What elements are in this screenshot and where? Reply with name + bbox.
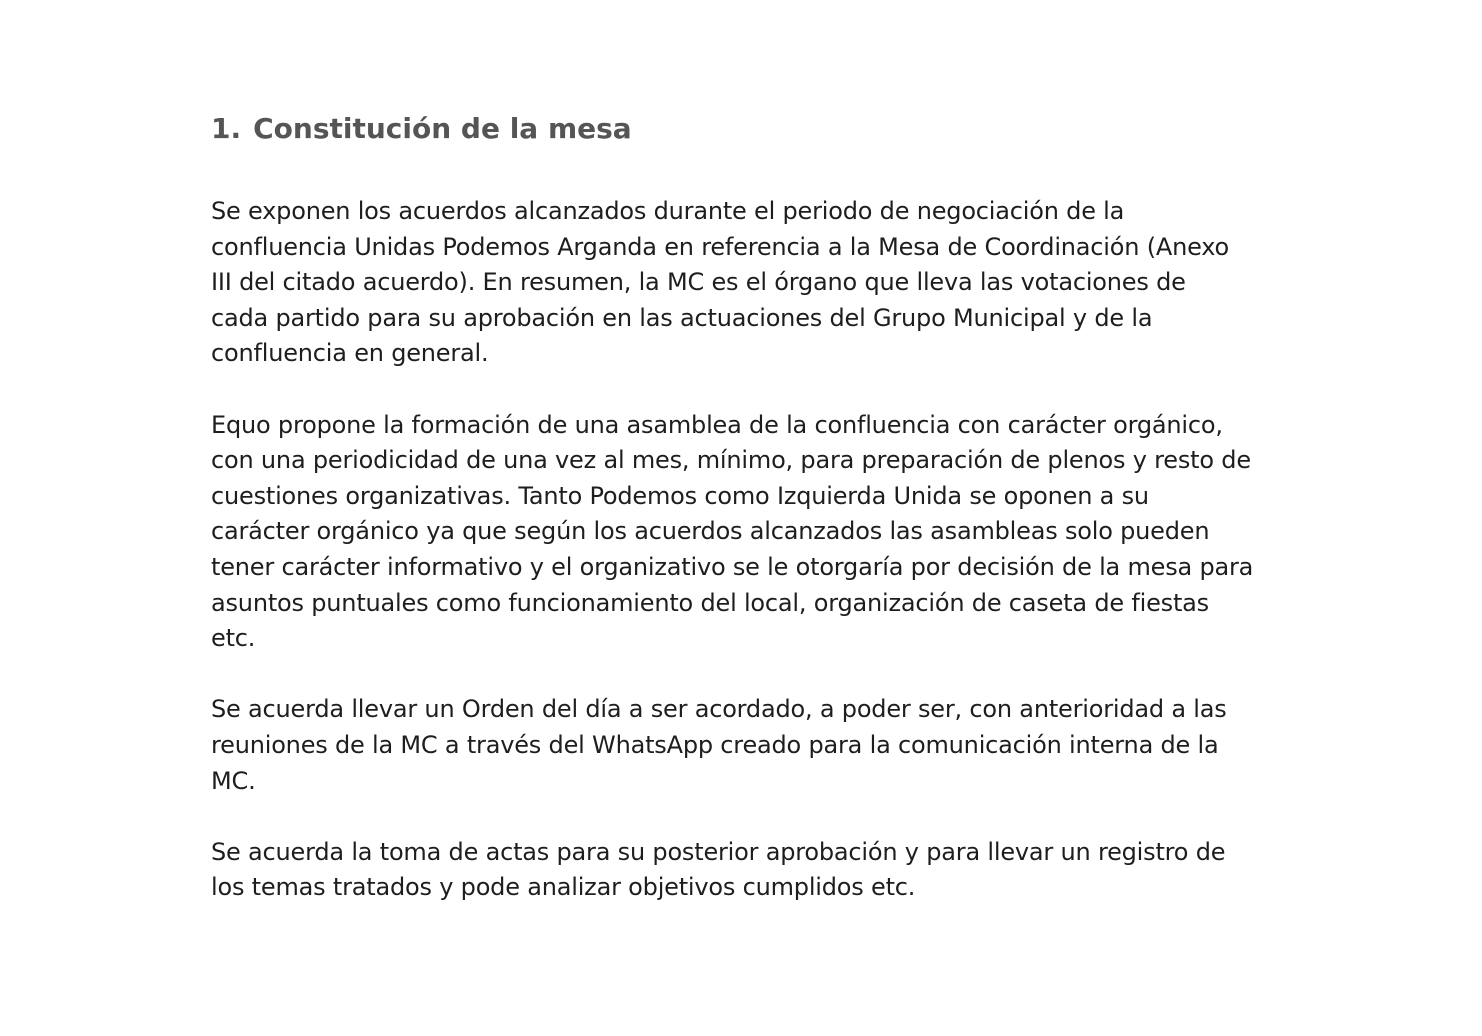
paragraph-line: carácter orgánico ya que según los acuerdos alcanzados las asambleas solo pueden [211, 517, 1210, 546]
paragraph-mesa-coordinacion [211, 194, 1273, 372]
paragraph-line: los temas tratados y pode analizar objetivos cumplidos etc. [211, 873, 916, 902]
paragraph-line: Se acuerda llevar un Orden del día a ser acordado, a poder ser, con anterioridad a las [211, 695, 1227, 724]
section-number: 1. [211, 112, 242, 145]
paragraph-actas [211, 835, 1273, 906]
document-content [211, 108, 1273, 906]
paragraph-line: confluencia Unidas Podemos Arganda en referencia a la Mesa de Coordinación (Anexo [211, 232, 1229, 261]
paragraph-line: reuniones de la MC a través del WhatsApp creado para la comunicación interna de la [211, 730, 1219, 759]
paragraph-line: MC. [211, 766, 256, 795]
paragraph-asamblea [211, 408, 1273, 657]
paragraph-line: Se acuerda la toma de actas para su posterior aprobación y para llevar un registro de [211, 837, 1226, 866]
paragraph-line: con una periodicidad de una vez al mes, mínimo, para preparación de plenos y resto de [211, 446, 1251, 475]
paragraph-line: confluencia en general. [211, 339, 489, 368]
paragraph-line: tener carácter informativo y el organizativo se le otorgaría por decisión de la mesa para [211, 552, 1254, 581]
paragraph-line: Equo propone la formación de una asamblea de la confluencia con carácter orgánico, [211, 410, 1223, 439]
paragraph-line: cuestiones organizativas. Tanto Podemos como Izquierda Unida se oponen a su [211, 481, 1149, 510]
section-title: Constitución de la mesa [253, 112, 632, 145]
paragraph-line: III del citado acuerdo). En resumen, la MC es el órgano que lleva las votaciones de [211, 268, 1186, 297]
paragraph-line: asuntos puntuales como funcionamiento del local, organización de caseta de fiestas [211, 588, 1209, 617]
paragraph-orden-del-dia [211, 692, 1273, 799]
paragraph-line: etc. [211, 624, 256, 653]
paragraph-line: cada partido para su aprobación en las actuaciones del Grupo Municipal y de la [211, 303, 1153, 332]
section-heading [211, 108, 1273, 150]
paragraph-line: Se exponen los acuerdos alcanzados durante el periodo de negociación de la [211, 197, 1125, 225]
